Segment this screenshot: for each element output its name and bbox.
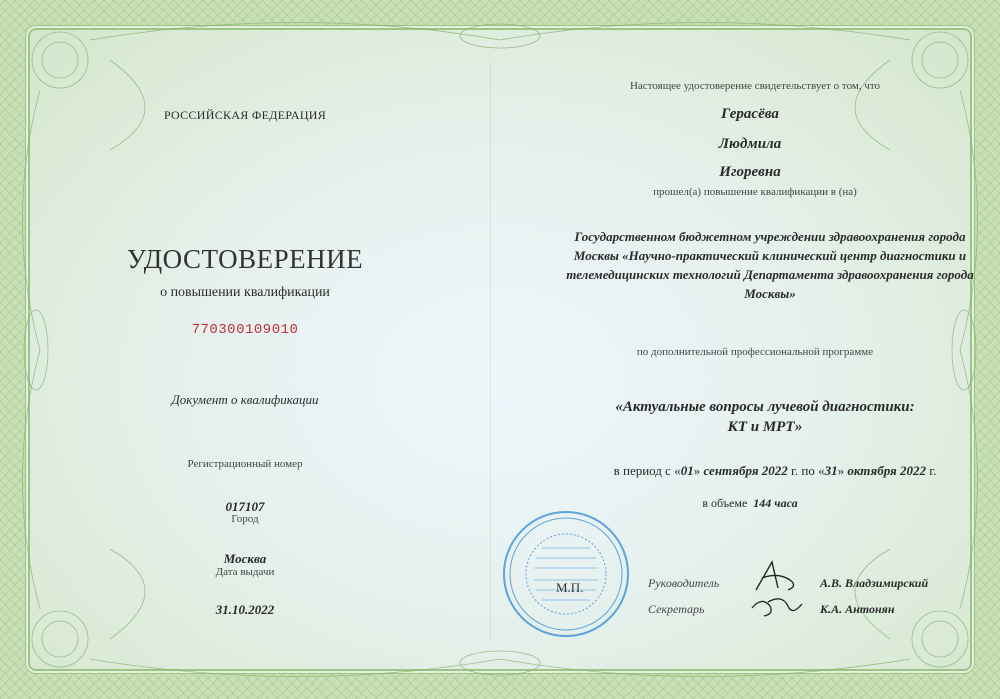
- period-end-day: 31: [824, 463, 838, 478]
- certificate-subtitle: о повышении квалификации: [160, 285, 330, 300]
- secretary-role: Секретарь: [648, 602, 705, 616]
- study-volume: [600, 496, 900, 511]
- registration-label: Регистрационный номер: [187, 458, 303, 470]
- secretary-name: К.А. Антонян: [820, 602, 895, 616]
- period-text-4: »: [837, 463, 848, 478]
- period-text-1: в период с «: [613, 463, 681, 478]
- registration-number: 017107: [225, 499, 265, 514]
- passed-text: прошел(а) повышение квалификации в (на): [653, 186, 857, 198]
- period-start-month: сентября 2022: [703, 463, 788, 478]
- city-value: Москва: [223, 551, 267, 566]
- city-label: Город: [231, 513, 259, 525]
- stamp-seal-icon: [500, 508, 632, 640]
- intro-text: Настоящее удостоверение свидетельствует о том, что: [629, 80, 881, 92]
- guilloche-rosette-icon: [460, 24, 540, 48]
- document-type: Документ о квалификации: [171, 392, 319, 407]
- guilloche-rosette-icon: [460, 651, 540, 675]
- guilloche-rosette-icon: [32, 611, 88, 667]
- study-period: [560, 463, 990, 479]
- country-label: РОССИЙСКАЯ ФЕДЕРАЦИЯ: [163, 108, 327, 122]
- center-fold: [490, 60, 491, 640]
- program-title-line-2: КТ и МРТ»: [727, 419, 803, 435]
- period-end-month: октября 2022: [847, 463, 927, 478]
- program-label: по дополнительной профессиональной программе: [636, 346, 874, 358]
- period-text-5: г.: [926, 463, 937, 478]
- issue-date-label: Дата выдачи: [215, 566, 275, 578]
- issue-date: 31.10.2022: [215, 602, 275, 617]
- stamp-mark: М.П.: [556, 580, 584, 595]
- secretary-signature-icon: [748, 588, 808, 624]
- head-name: А.В. Владзимирский: [820, 576, 929, 590]
- holder-patronymic: Игоревна: [719, 164, 781, 180]
- head-role: Руководитель: [648, 576, 720, 590]
- guilloche-rosette-icon: [24, 310, 48, 390]
- volume-hours: 144 часа: [753, 496, 798, 510]
- program-title-line-1: «Актуальные вопросы лучевой диагностики:: [615, 399, 915, 415]
- certificate-number: 770300109010: [191, 322, 299, 338]
- guilloche-rosette-icon: [952, 310, 976, 390]
- holder-surname: Герасёва: [721, 106, 779, 122]
- guilloche-rosette-icon: [912, 611, 968, 667]
- certificate-title: УДОСТОВЕРЕНИЕ: [126, 244, 364, 274]
- guilloche-rosette-icon: [32, 32, 88, 88]
- institution-name: Государственном бюджетном учреждении здравоохранения города Москвы «Научно-практический клинический центр диагностики и телемедицинских технологий Департамента здравоохранения города Москвы»: [566, 229, 974, 301]
- period-text-2: »: [693, 463, 704, 478]
- holder-name: Людмила: [718, 136, 782, 152]
- program-title: [570, 397, 960, 437]
- period-text-3: г. по «: [787, 463, 825, 478]
- period-start-day: 01: [680, 463, 694, 478]
- volume-label: в объеме: [702, 496, 748, 510]
